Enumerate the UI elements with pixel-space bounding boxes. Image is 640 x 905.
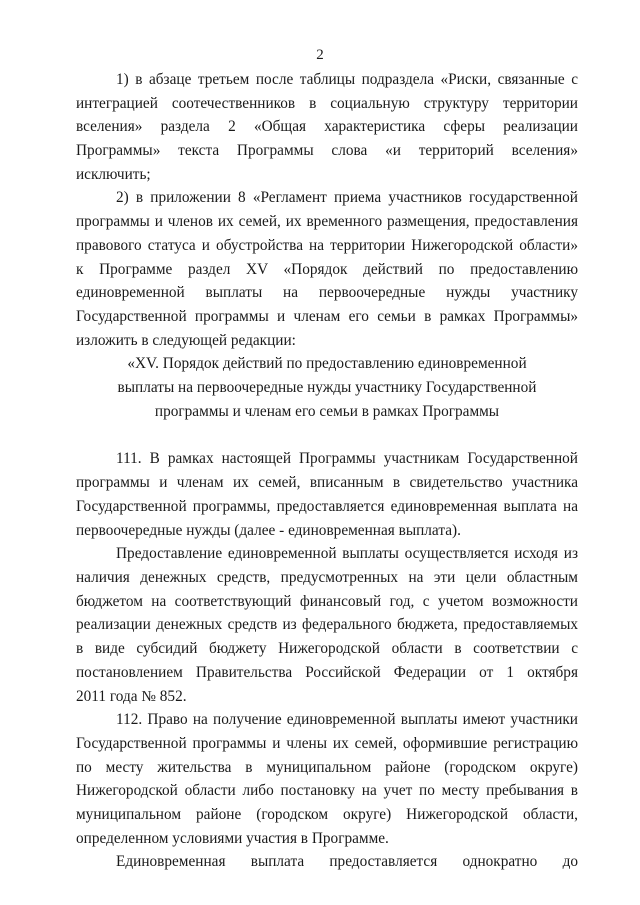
text-line: правового статуса и обустройства на территории Нижегородской области» (76, 237, 578, 254)
text-line: 2011 года № 852. (76, 688, 187, 705)
text-line: Единовременная выплата предоставляется однократно до (116, 853, 578, 870)
text-line: единовременной выплаты на первоочередные нужды участнику (76, 284, 578, 301)
text-line: вселения» раздела 2 «Общая характеристика сферы реализации (76, 118, 578, 135)
text-line: Государственной программы и членам его семьи в рамках Программы» (76, 308, 578, 325)
text-line: Государственной программы, предоставляется единовременная выплата на (76, 498, 578, 515)
text-line: изложить в следующей редакции: (76, 332, 296, 349)
text-line: Нижегородской области либо постановку на учет по месту пребывания в (76, 782, 578, 799)
section-heading-line: «XV. Порядок действий по предоставлению единовременной (127, 355, 527, 372)
text-line: программы и членов их семей, их временного размещения, предоставления (76, 213, 578, 230)
text-line: наличия денежных средств, предусмотренных на эти цели областным (76, 569, 578, 586)
text-line: 112. Право на получение единовременной выплаты имеют участники (116, 711, 578, 728)
text-line: интеграцией соотечественников в социальную структуру территории (76, 95, 578, 112)
text-line: 1) в абзаце третьем после таблицы подраздела «Риски, связанные с (116, 71, 578, 88)
section-heading-line: выплаты на первоочередные нужды участнику Государственной (117, 379, 537, 396)
text-line: реализации денежных средств из федерального бюджета, предоставляемых (76, 616, 578, 633)
text-line: Программы» текста Программы слова «и территорий вселения» (76, 142, 578, 159)
text-line: по месту жительства в муниципальном районе (городском округе) (76, 759, 578, 776)
page-number: 2 (316, 47, 324, 63)
text-line: Предоставление единовременной выплаты осуществляется исходя из (116, 545, 578, 562)
text-line: бюджетом на соответствующий финансовый год, с учетом возможности (76, 593, 578, 610)
text-line: к Программе раздел XV «Порядок действий по предоставлению (76, 261, 578, 278)
text-line: муниципальном районе (городском округе) Нижегородской области, (76, 806, 578, 823)
text-line: программы и членам их семей, вписанным в свидетельство участника (76, 474, 578, 491)
text-line: в виде субсидий бюджету Нижегородской области в соответствии с (76, 640, 578, 657)
text-line: исключить; (76, 166, 151, 183)
text-line: 111. В рамках настоящей Программы участникам Государственной (116, 450, 578, 467)
text-line: Государственной программы и члены их семей, оформившие регистрацию (76, 735, 578, 752)
text-line: постановлением Правительства Российской Федерации от 1 октября (76, 664, 578, 681)
section-heading-line: программы и членам его семьи в рамках Программы (154, 403, 500, 420)
text-line: первоочередные нужды (далее - единовременная выплата). (76, 522, 461, 539)
text-line: 2) в приложении 8 «Регламент приема участников государственной (116, 189, 578, 206)
text-line: определенном условиями участия в Программе. (76, 830, 389, 847)
